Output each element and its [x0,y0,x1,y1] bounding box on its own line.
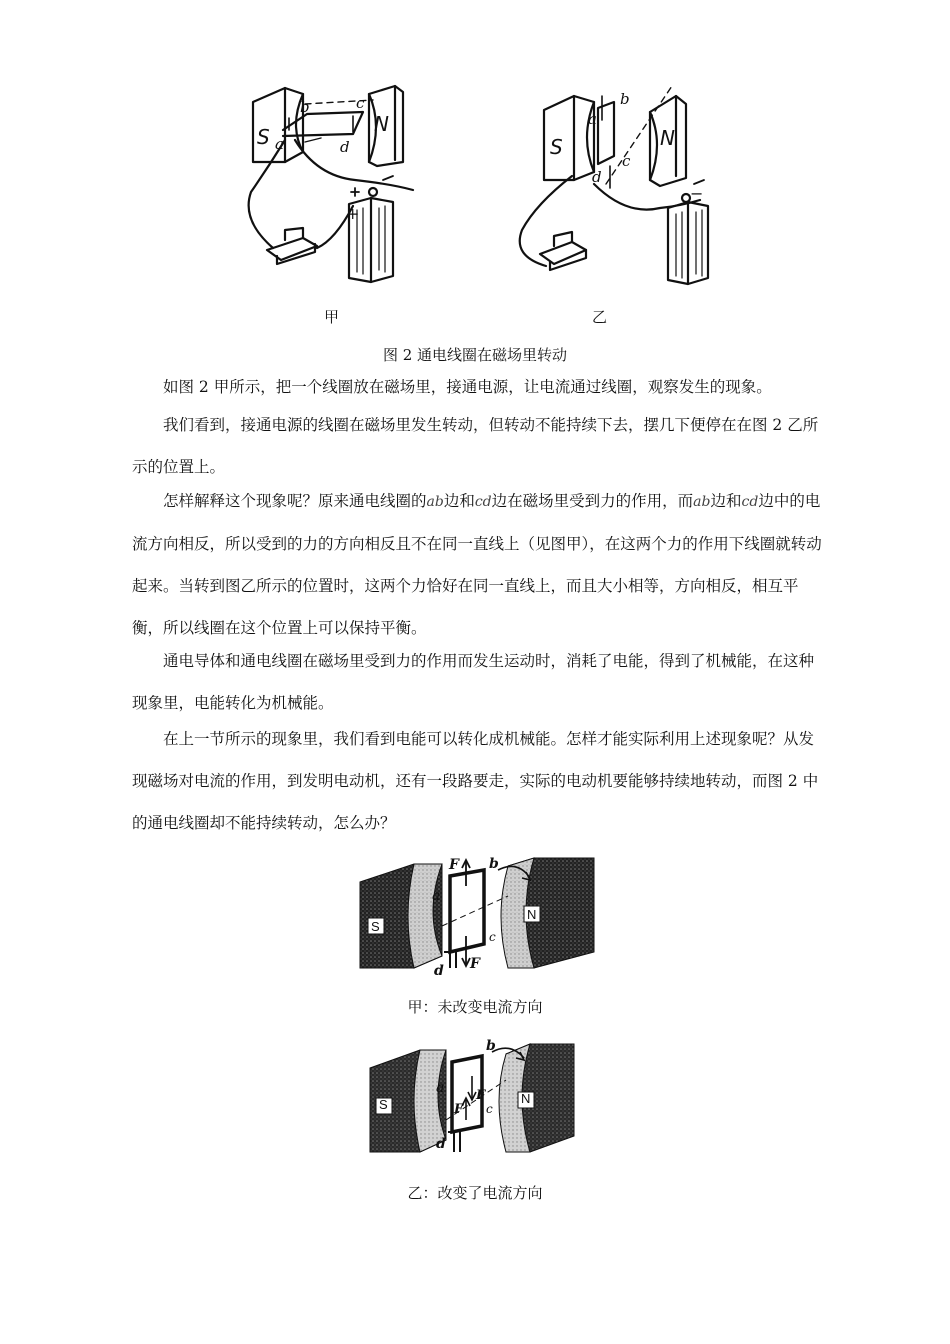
fig3-bottom-f2: F [454,1102,464,1117]
fig3-top-f2: F [470,956,480,972]
fig2-left-d: d [340,138,350,156]
fig2-left-a: a [275,135,284,153]
math-ab: ab [426,494,444,510]
fig3-bottom-f1: F [476,1088,486,1103]
figure-2-right-diagram [510,80,710,290]
fig2-right-a: a [588,110,597,128]
fig3-bottom-d: d [436,1136,446,1152]
fig2-right-s: S [550,135,563,159]
paragraph-3-text-e: 边中的电流方向相反，所以受到的力的方向相反且不在同一直线上（见图甲），在这两个力的作用下线圈就转动起来。当转到图乙所示的位置时，这两个力恰好在同一直线上，而且大小相等，方向相反，相互平衡，所以线圈在这个位置上可以保持平衡。 [132,492,822,637]
paragraph-5: 在上一节所示的现象里，我们看到电能可以转化成机械能。怎样才能实际利用上述现象呢？从发现磁场对电流的作用，到发明电动机，还有一段路要走，实际的电动机要能够持续地转动，而图 2 中的通电线圈却不能持续转动，怎么办？ [132,730,819,832]
math-ab: ab [693,494,711,510]
fig3-top-f1: F [449,857,459,873]
paragraph-4: 通电导体和通电线圈在磁场里受到力的作用而发生运动时，消耗了电能，得到了机械能，在这种现象里，电能转化为机械能。 [132,652,815,712]
fig3-bottom-c: c [486,1102,493,1116]
figure-2-caption: 图 2 通电线圈在磁场里转动 [382,346,568,364]
fig2-left-b: b [300,98,310,116]
fig3-top-n: N [527,907,537,922]
fig2-right-c: c [622,152,631,170]
fig3-top-d: d [434,963,444,979]
paragraph-1: 如图 2 甲所示，把一个线圈放在磁场里，接通电源，让电流通过线圈，观察发生的现象。 [163,378,772,396]
fig3-bottom-s: S [379,1097,388,1112]
fig3-top-a: a [432,888,441,904]
paragraph-3-text-b: 边和 [443,492,475,510]
fig2-right-d: d [592,168,602,186]
paragraph-3-text-d: 边和 [710,492,742,510]
math-cd: cd [741,494,759,510]
fig3-bottom-a: a [436,1080,445,1096]
paragraph-2: 我们看到，接通电源的线圈在磁场里发生转动，但转动不能持续下去，摆几下便停在在图 2 乙所示的位置上。 [132,416,819,476]
fig2-left-c: c [356,94,365,112]
fig2-left-n: N [374,112,389,136]
math-cd: cd [474,494,492,510]
fig3-bottom-n: N [521,1091,531,1106]
fig2-right-minus: − [690,184,704,203]
fig3-bottom-b: b [486,1038,496,1054]
figure-2-right-label: 乙 [592,308,608,326]
figure-3-top-caption: 甲：未改变电流方向 [407,998,543,1016]
figure-2-left-label: 甲 [324,308,340,326]
paragraph-3 [132,480,822,649]
fig2-right-b: b [620,90,630,108]
figure-2-left-diagram [245,80,445,290]
fig3-top-c: c [489,930,496,944]
figure-2 [0,80,950,310]
fig2-left-plus: + [346,204,360,223]
paragraph-3-text-a: 怎样解释这个现象呢？原来通电线圈的 [163,492,427,510]
fig2-right-n: N [660,126,675,150]
paragraph-3-text-c: 边在磁场里受到力的作用，而 [491,492,694,510]
fig2-left-s: S [257,125,270,149]
figure-3-bottom-caption: 乙：改变了电流方向 [407,1184,543,1202]
fig3-top-s: S [371,919,380,934]
fig3-top-b: b [489,856,499,872]
